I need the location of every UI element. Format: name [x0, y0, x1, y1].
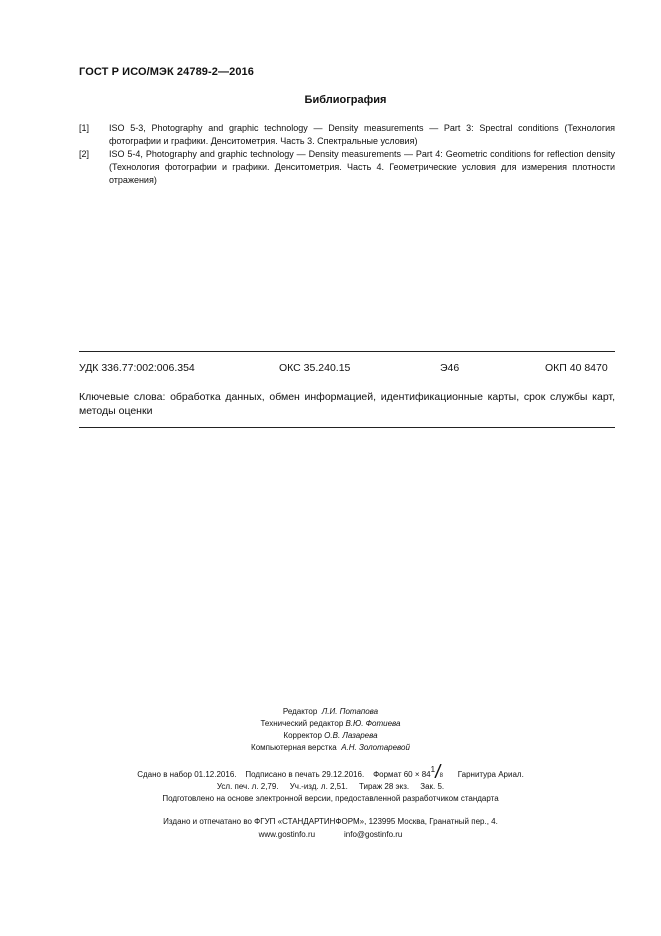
credit-role: Технический редактор — [260, 719, 344, 728]
email-link[interactable]: info@gostinfo.ru — [344, 830, 403, 839]
credit-name: А.Н. Золотаревой — [341, 743, 410, 752]
format-numerator: 1 — [430, 765, 436, 774]
udk-code: УДК 336.77:002:006.354 — [79, 362, 195, 374]
print-run: Тираж 28 экз. — [358, 782, 410, 791]
order-number: Зак. 5. — [420, 782, 445, 791]
credit-name: О.В. Лазарева — [324, 731, 378, 740]
bibliography-item-number: [2] — [79, 149, 90, 159]
bibliography-item — [79, 122, 615, 148]
okp-code: ОКП 40 8470 — [545, 362, 608, 374]
credit-tech-editor — [0, 718, 661, 730]
publisher-line: Издано и отпечатано во ФГУП «СТАНДАРТИНФОРМ», 123995 Москва, Гранатный пер., 4. — [163, 817, 498, 826]
format-denominator: 8 — [439, 773, 443, 779]
contact-line — [0, 828, 661, 841]
submitted-date: Сдано в набор 01.12.2016. — [137, 770, 237, 779]
publisher-sheets: Уч.-изд. л. 2,51. — [289, 782, 348, 791]
credit-layout — [0, 742, 661, 754]
group-code: Э46 — [440, 362, 460, 374]
credit-role: Редактор — [282, 707, 318, 716]
bibliography-item-text: ISO 5-4, Photography and graphic technology — Density measurements — Part 4: Geometric conditions for reflection density (Технология фотографии и графики. Денситометрия. Часть 4. Геометрические условия для измерения плотности отражения) — [109, 149, 615, 185]
credit-name: Л.И. Потапова — [321, 707, 379, 716]
credit-editor — [0, 706, 661, 718]
signed-date: Подписано в печать 29.12.2016. — [245, 770, 365, 779]
print-sheets: Усл. печ. л. 2,79. — [216, 782, 279, 791]
standard-number: ГОСТ Р ИСО/МЭК 24789-2—2016 — [79, 66, 254, 78]
typeface: Гарнитура Ариал. — [457, 770, 524, 779]
bibliography-item-text: ISO 5-3, Photography and graphic technology — Density measurements — Part 3: Spectral conditions (Технология фотографии и графики. Денситометрия. Часть 3. Спектральные условия) — [109, 123, 615, 146]
credit-proofreader — [0, 730, 661, 742]
bibliography-title: Библиография — [304, 94, 387, 106]
oks-code: ОКС 35.240.15 — [279, 362, 351, 374]
credit-role: Корректор — [283, 731, 322, 740]
credit-role: Компьютерная верстка — [251, 743, 337, 752]
bottom-divider — [79, 427, 615, 428]
bibliography-item-number: [1] — [79, 123, 90, 133]
format-fraction — [431, 767, 447, 779]
keywords: Ключевые слова: обработка данных, обмен информацией, идентификационные карты, срок службы карт, методы оценки — [79, 391, 615, 417]
imprint-line-1 — [0, 767, 661, 781]
website-link[interactable]: www.gostinfo.ru — [258, 830, 316, 839]
top-divider — [79, 351, 615, 352]
bibliography-item — [79, 148, 615, 187]
credit-name: В.Ю. Фотиева — [345, 719, 401, 728]
paper-format: Формат 60 × 84 — [373, 770, 431, 779]
prepared-note: Подготовлено на основе электронной версии, предоставленной разработчиком стандарта — [162, 794, 499, 803]
